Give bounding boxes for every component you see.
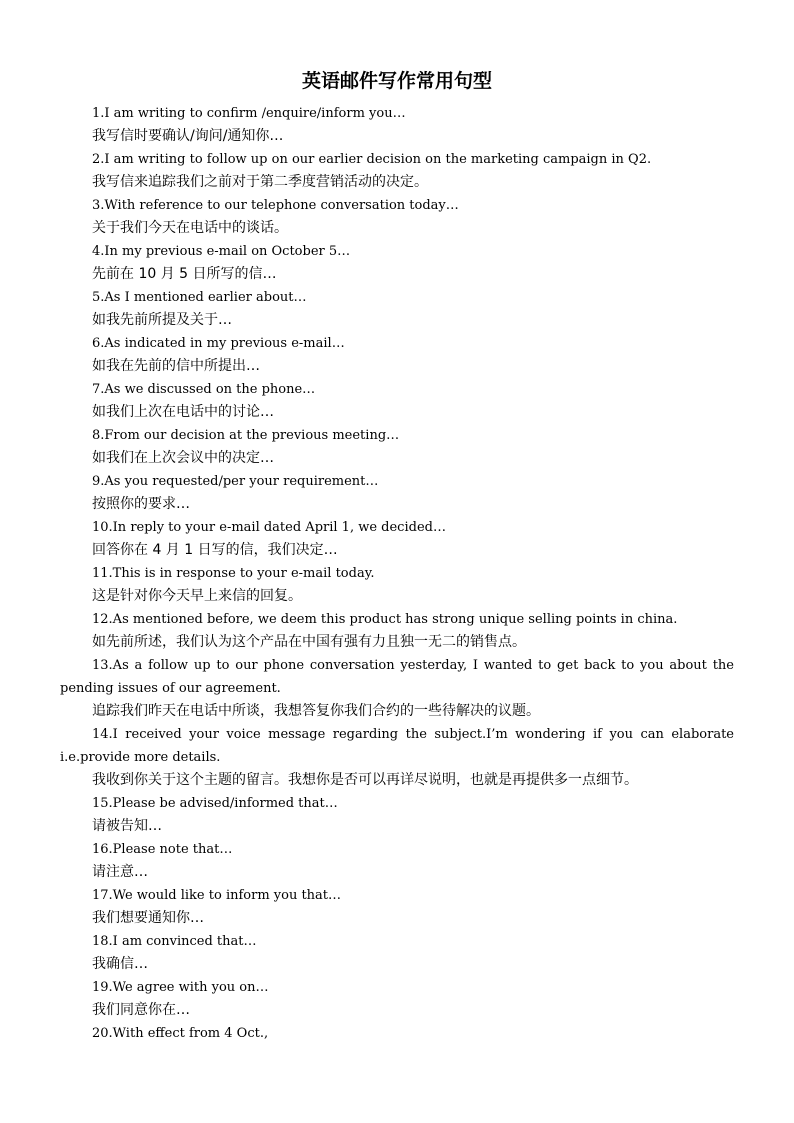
phrase-english: 19.We agree with you on… <box>92 980 269 995</box>
phrase-english: 12.As mentioned before, we deem this product has strong unique selling points in china. <box>92 612 678 627</box>
page-title: 英语邮件写作常用句型 <box>301 70 492 92</box>
phrase-english: 3.With reference to our telephone conversation today… <box>92 198 459 213</box>
phrase-chinese: 我确信… <box>92 956 148 972</box>
phrase-english: 15.Please be advised/informed that… <box>92 796 338 811</box>
phrase-chinese: 如我先前所提及关于… <box>92 312 232 328</box>
phrase-chinese: 我写信时要确认/询问/通知你… <box>92 128 284 144</box>
phrase-english: 5.As I mentioned earlier about… <box>92 290 307 305</box>
phrase-chinese: 我收到你关于这个主题的留言。我想你是否可以再详尽说明，也就是再提供多一点细节。 <box>92 772 638 788</box>
phrase-english: 16.Please note that… <box>92 842 233 857</box>
phrase-english: 6.As indicated in my previous e-mail… <box>92 336 345 351</box>
phrase-list <box>60 102 734 1045</box>
phrase-english: 10.In reply to your e-mail dated April 1, we decided… <box>92 520 446 535</box>
phrase-chinese: 我写信来追踪我们之前对于第二季度营销活动的决定。 <box>92 174 428 190</box>
phrase-english: 14.I received your voice message regarding the subject.I’m wondering if you can elaborate i.e.provide more details. <box>60 727 734 765</box>
phrase-chinese: 先前在 10 月 5 日所写的信… <box>92 266 277 282</box>
phrase-chinese: 追踪我们昨天在电话中所谈，我想答复你我们合约的一些待解决的议题。 <box>92 703 540 719</box>
phrase-chinese: 我们想要通知你… <box>92 910 204 926</box>
phrase-chinese: 回答你在 4 月 1 日写的信，我们决定… <box>92 542 338 558</box>
phrase-chinese: 关于我们今天在电话中的谈话。 <box>92 220 288 236</box>
phrase-chinese: 请被告知… <box>92 818 162 834</box>
phrase-chinese: 如我们在上次会议中的决定… <box>92 450 274 466</box>
phrase-english: 9.As you requested/per your requirement… <box>92 474 379 489</box>
phrase-english: 2.I am writing to follow up on our earlier decision on the marketing campaign in Q2. <box>92 152 652 167</box>
phrase-english: 8.From our decision at the previous meeting… <box>92 428 400 443</box>
phrase-english: 17.We would like to inform you that… <box>92 888 342 903</box>
phrase-english: 4.In my previous e-mail on October 5… <box>92 244 351 259</box>
phrase-chinese: 这是针对你今天早上来信的回复。 <box>92 588 302 604</box>
phrase-chinese: 按照你的要求… <box>92 496 190 512</box>
phrase-chinese: 如我在先前的信中所提出… <box>92 358 260 374</box>
phrase-chinese: 我们同意你在… <box>92 1002 190 1018</box>
phrase-english: 7.As we discussed on the phone… <box>92 382 316 397</box>
phrase-english: 20.With effect from 4 Oct., <box>92 1026 269 1041</box>
phrase-english: 11.This is in response to your e-mail today. <box>92 566 375 581</box>
phrase-english: 1.I am writing to confirm /enquire/inform you… <box>92 106 406 121</box>
phrase-english: 13.As a follow up to our phone conversation yesterday, I wanted to get back to you about the pending issues of our agreement. <box>60 658 734 696</box>
phrase-chinese: 请注意… <box>92 864 148 880</box>
phrase-chinese: 如先前所述，我们认为这个产品在中国有强有力且独一无二的销售点。 <box>92 634 526 650</box>
phrase-english: 18.I am convinced that… <box>92 934 257 949</box>
phrase-chinese: 如我们上次在电话中的讨论… <box>92 404 274 420</box>
